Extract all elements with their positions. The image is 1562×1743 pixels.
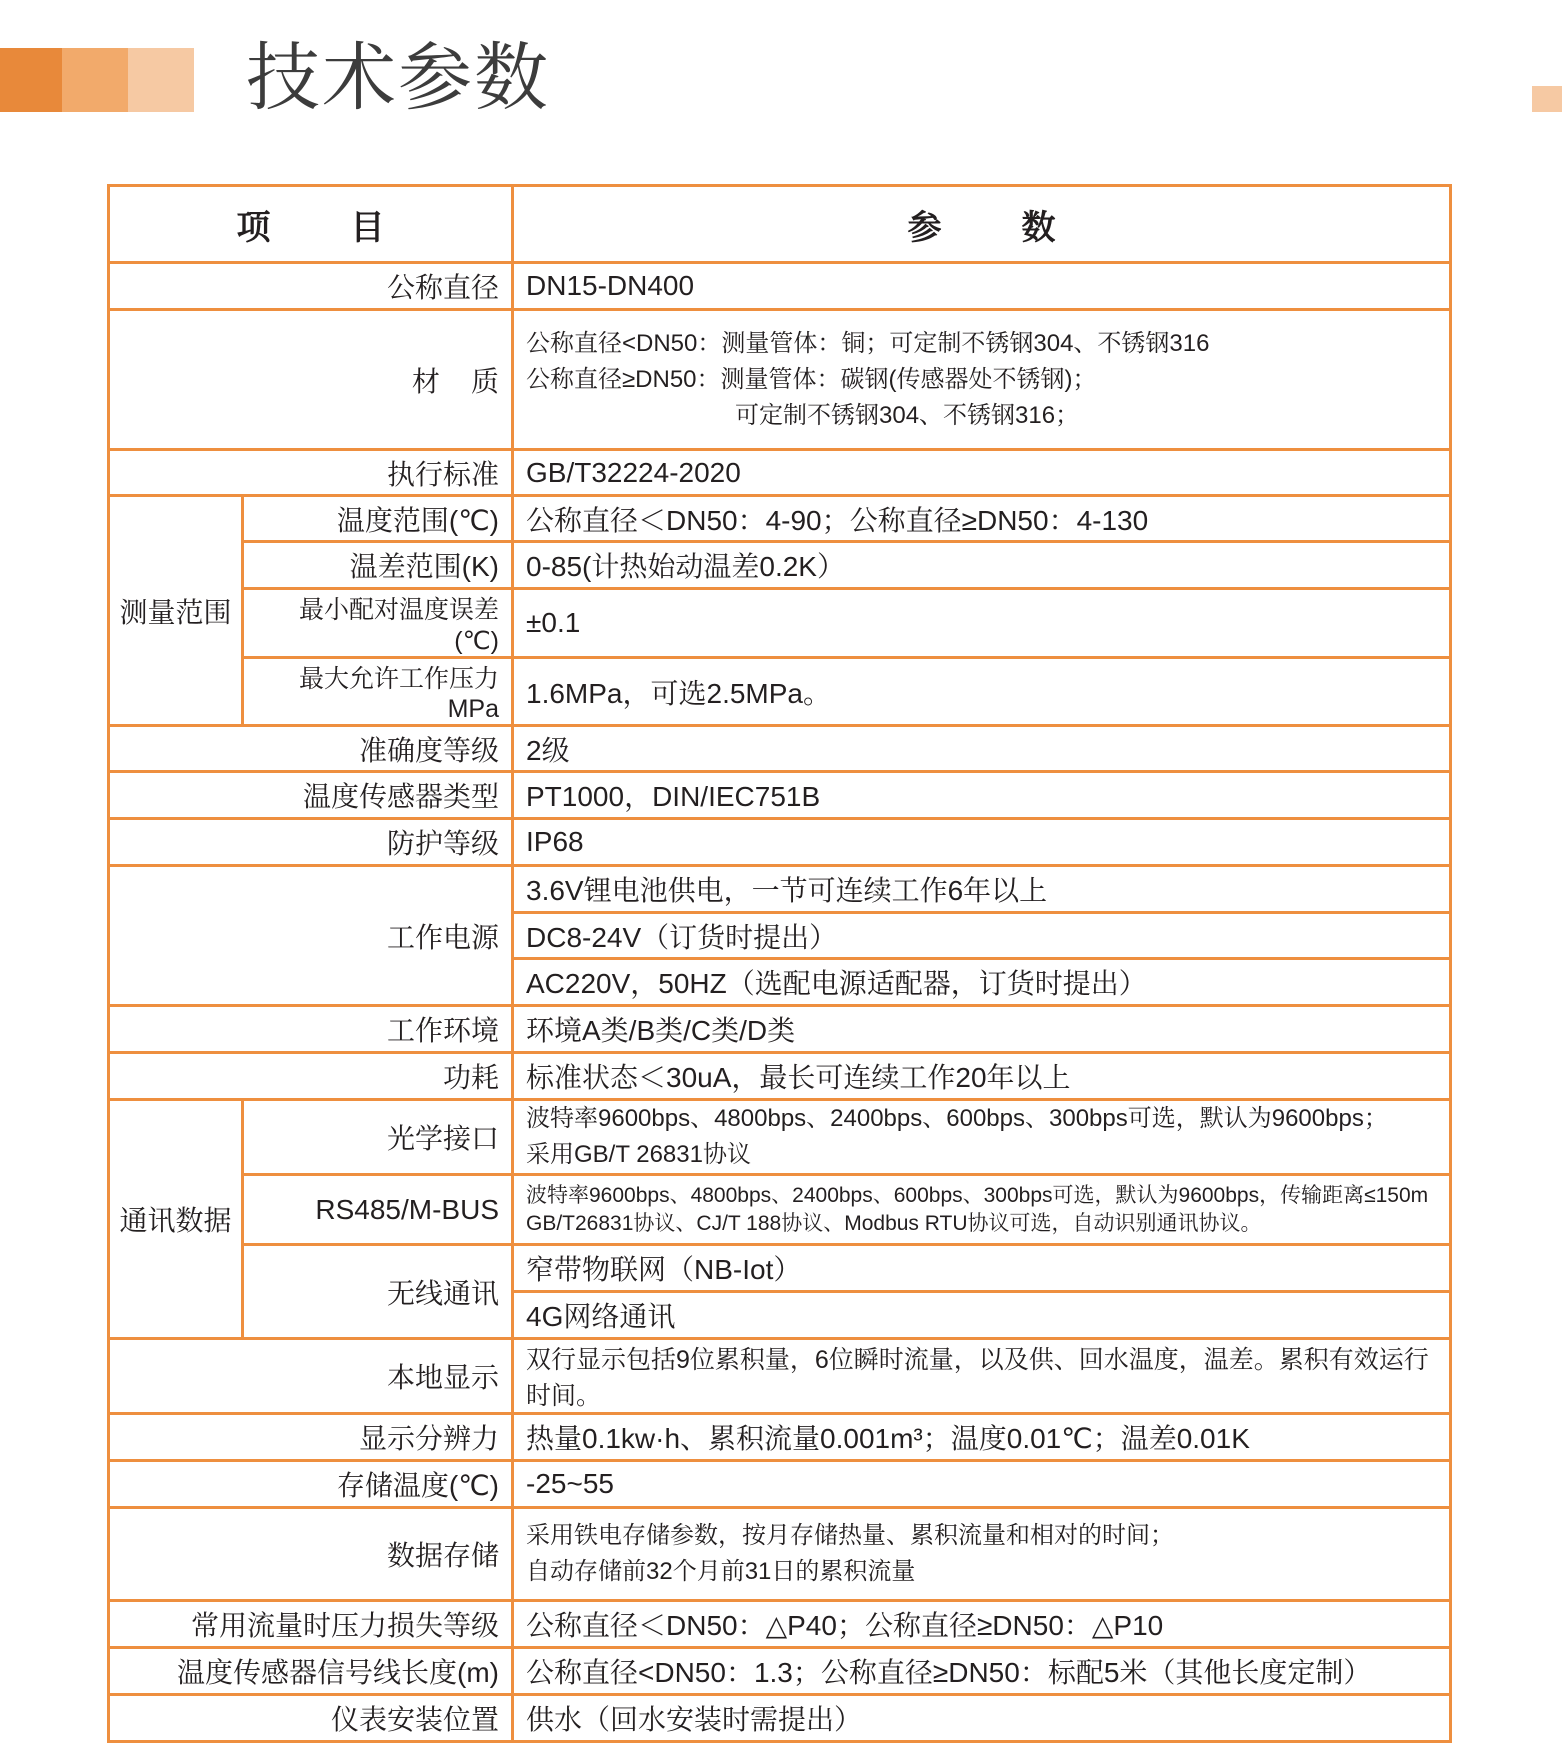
row-label: 准确度等级: [109, 726, 513, 772]
table-row: [109, 1100, 1451, 1175]
row-label: 常用流量时压力损失等级: [109, 1601, 513, 1648]
header-item: 项 目: [109, 186, 513, 263]
header-param: 参 数: [513, 186, 1451, 263]
row-label: 仪表安装位置: [109, 1695, 513, 1742]
table-row: [109, 1053, 1451, 1100]
row-label: 功耗: [109, 1053, 513, 1100]
row-label: 执行标准: [109, 450, 513, 496]
table-header-row: [109, 186, 1451, 263]
row-value: 1.6MPa，可选2.5MPa。: [513, 658, 1451, 726]
row-value: 2级: [513, 726, 1451, 772]
row-value: DC8-24V（订货时提出）: [513, 913, 1451, 959]
table-row: [109, 1175, 1451, 1245]
row-value: 4G网络通讯: [513, 1292, 1451, 1339]
row-label: 温度传感器信号线长度(m): [109, 1648, 513, 1695]
row-label: 最大允许工作压力MPa: [243, 658, 513, 726]
row-label: 温差范围(K): [243, 542, 513, 589]
row-value: 采用铁电存储参数，按月存储热量、累积流量和相对的时间； 自动存储前32个月前31日的累积流量: [513, 1508, 1451, 1601]
row-label: 存储温度(℃): [109, 1461, 513, 1508]
table-row: [109, 589, 1451, 658]
row-value: 波特率9600bps、4800bps、2400bps、600bps、300bps可选，默认为9600bps； 采用GB/T 26831协议: [513, 1100, 1451, 1175]
table-row: [109, 1601, 1451, 1648]
row-label: 最小配对温度误差(℃): [243, 589, 513, 658]
row-label: 本地显示: [109, 1339, 513, 1414]
row-value: 3.6V锂电池供电，一节可连续工作6年以上: [513, 866, 1451, 913]
row-value: 热量0.1kw·h、累积流量0.001m³；温度0.01℃；温差0.01K: [513, 1414, 1451, 1461]
table-row: [109, 1245, 1451, 1292]
row-value: 0-85(计热始动温差0.2K）: [513, 542, 1451, 589]
row-value: 双行显示包括9位累积量，6位瞬时流量，以及供、回水温度，温差。累积有效运行时间。: [513, 1339, 1451, 1414]
row-value: 环境A类/B类/C类/D类: [513, 1006, 1451, 1053]
group-label: 通讯数据: [109, 1100, 243, 1339]
row-value: IP68: [513, 819, 1451, 866]
table-row: [109, 1339, 1451, 1414]
row-label: 材 质: [109, 310, 513, 450]
row-value: -25~55: [513, 1461, 1451, 1508]
page-title: 技术参数: [246, 35, 550, 121]
table-row: [109, 819, 1451, 866]
row-label: 温度范围(℃): [243, 496, 513, 542]
row-value: 供水（回水安装时需提出）: [513, 1695, 1451, 1742]
table-row: [109, 542, 1451, 589]
row-value: AC220V，50HZ（选配电源适配器，订货时提出）: [513, 959, 1451, 1006]
row-label: 数据存储: [109, 1508, 513, 1601]
row-value: GB/T32224-2020: [513, 450, 1451, 496]
row-label: 无线通讯: [243, 1245, 513, 1339]
accent-bar-light: [128, 48, 194, 112]
row-value: 窄带物联网（NB-Iot）: [513, 1245, 1451, 1292]
row-label: 光学接口: [243, 1100, 513, 1175]
row-value: 标准状态＜30uA，最长可连续工作20年以上: [513, 1053, 1451, 1100]
row-label: 工作电源: [109, 866, 513, 1006]
accent-bar-dark: [0, 48, 62, 112]
row-value: 公称直径＜DN50：4-90；公称直径≥DN50：4-130: [513, 496, 1451, 542]
table-row: [109, 726, 1451, 772]
row-label: RS485/M-BUS: [243, 1175, 513, 1245]
table-row: [109, 450, 1451, 496]
row-label: 防护等级: [109, 819, 513, 866]
table-row: [109, 1508, 1451, 1601]
table-row: [109, 1414, 1451, 1461]
table-row: [109, 866, 1451, 913]
row-value: DN15-DN400: [513, 263, 1451, 310]
table-row: [109, 263, 1451, 310]
accent-bar-medium: [62, 48, 128, 112]
table-row: [109, 772, 1451, 819]
row-label: 温度传感器类型: [109, 772, 513, 819]
corner-accent: [1532, 86, 1562, 112]
table-row: [109, 1461, 1451, 1508]
row-value: 公称直径<DN50：1.3；公称直径≥DN50：标配5米（其他长度定制）: [513, 1648, 1451, 1695]
row-label: 工作环境: [109, 1006, 513, 1053]
row-label: 公称直径: [109, 263, 513, 310]
table-row: [109, 658, 1451, 726]
row-value: 波特率9600bps、4800bps、2400bps、600bps、300bps可选，默认为9600bps，传输距离≤150m GB/T26831协议、CJ/T 188协议、Modbus RTU协议可选，自动识别通讯协议。: [513, 1175, 1451, 1245]
spec-table: [107, 184, 1452, 1743]
row-label: 显示分辨力: [109, 1414, 513, 1461]
table-row: [109, 496, 1451, 542]
table-row: [109, 1006, 1451, 1053]
row-value: PT1000，DIN/IEC751B: [513, 772, 1451, 819]
group-label: 测量范围: [109, 496, 243, 726]
table-row: [109, 1695, 1451, 1742]
row-value: ±0.1: [513, 589, 1451, 658]
row-value: 公称直径＜DN50：△P40；公称直径≥DN50：△P10: [513, 1601, 1451, 1648]
table-row: [109, 1648, 1451, 1695]
row-value: 公称直径<DN50：测量管体：铜；可定制不锈钢304、不锈钢316 公称直径≥DN50：测量管体：碳钢(传感器处不锈钢)； 可定制不锈钢304、不锈钢316；: [513, 310, 1451, 450]
table-row: [109, 310, 1451, 450]
